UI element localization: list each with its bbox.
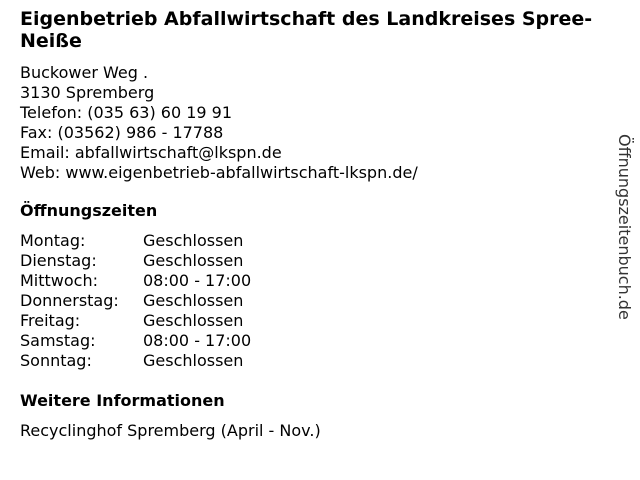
hours-row <box>20 231 610 251</box>
hours-row <box>20 331 610 351</box>
more-info-heading: Weitere Informationen <box>20 391 225 410</box>
hours-day: Montag: <box>20 231 86 250</box>
website-url: Web: www.eigenbetrieb-abfallwirtschaft-lkspn.de/ <box>20 163 418 182</box>
opening-hours-heading: Öffnungszeiten <box>20 201 158 220</box>
hours-day: Dienstag: <box>20 251 97 270</box>
hours-row <box>20 271 610 291</box>
hours-time: Geschlossen <box>143 311 244 330</box>
hours-day: Freitag: <box>20 311 81 330</box>
hours-row <box>20 291 610 311</box>
hours-day: Sonntag: <box>20 351 92 370</box>
hours-time: Geschlossen <box>143 231 244 250</box>
email-address: Email: abfallwirtschaft@lkspn.de <box>20 143 282 162</box>
opening-hours-table <box>20 231 610 371</box>
hours-row <box>20 351 610 371</box>
hours-row <box>20 251 610 271</box>
phone-number: Telefon: (035 63) 60 19 91 <box>20 103 233 122</box>
address-block <box>20 63 610 183</box>
more-info-text: Recyclinghof Spremberg (April - Nov.) <box>20 421 321 440</box>
address-street: Buckower Weg . <box>20 63 149 82</box>
business-name: Eigenbetrieb Abfallwirtschaft des Landkreises Spree-Neiße <box>20 8 593 52</box>
hours-row <box>20 311 610 331</box>
hours-day: Mittwoch: <box>20 271 98 290</box>
hours-day: Samstag: <box>20 331 96 350</box>
hours-time: Geschlossen <box>143 251 244 270</box>
hours-time: Geschlossen <box>143 291 244 310</box>
hours-time: Geschlossen <box>143 351 244 370</box>
hours-day: Donnerstag: <box>20 291 119 310</box>
business-card <box>20 8 610 441</box>
fax-number: Fax: (03562) 986 - 17788 <box>20 123 224 142</box>
hours-time: 08:00 - 17:00 <box>143 271 252 290</box>
address-city: 3130 Spremberg <box>20 83 155 102</box>
hours-time: 08:00 - 17:00 <box>143 331 252 350</box>
site-brand-watermark: Öffnungszeitenbuch.de <box>615 134 634 320</box>
